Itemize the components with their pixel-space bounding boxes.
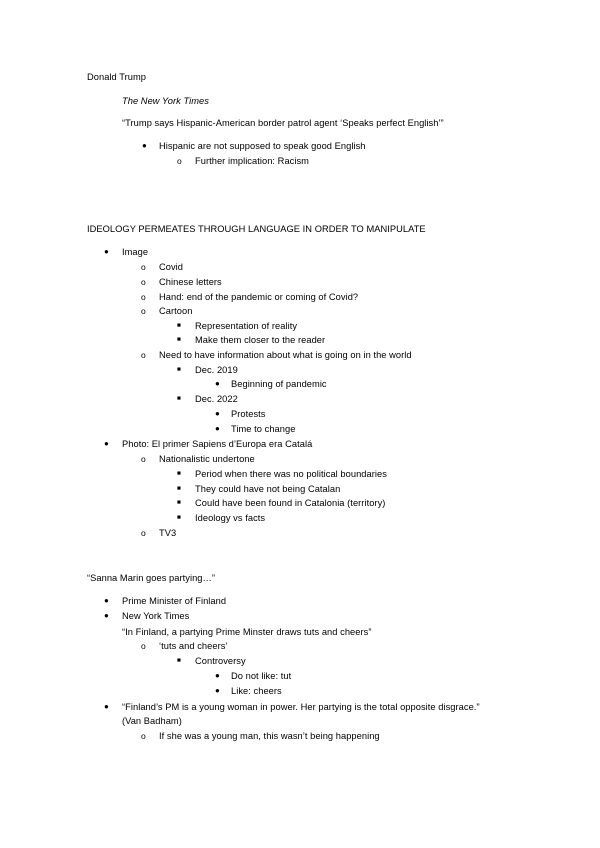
list-item: Chinese letters bbox=[159, 277, 222, 287]
circle-bullet-icon: o bbox=[141, 262, 146, 272]
list-item: Representation of reality bbox=[195, 321, 298, 331]
square-bullet-icon: ■ bbox=[177, 657, 181, 664]
square-bullet-icon: ■ bbox=[177, 514, 181, 521]
list-item: They could have not being Catalan bbox=[195, 484, 341, 494]
circle-bullet-icon: o bbox=[141, 277, 146, 287]
square-bullet-icon: ■ bbox=[177, 470, 181, 477]
headline-quote: “In Finland, a partying Prime Minster draws tuts and cheers” bbox=[122, 627, 372, 637]
bullet-icon: ● bbox=[104, 596, 109, 605]
list-item: New York Times bbox=[122, 611, 190, 621]
list-item: Prime Minister of Finland bbox=[122, 596, 227, 606]
bullet-icon: ● bbox=[104, 611, 109, 620]
list-item: Beginning of pandemic bbox=[231, 379, 327, 389]
list-item: Controversy bbox=[195, 656, 246, 666]
source-nyt: The New York Times bbox=[122, 96, 209, 106]
list-item: Could have been found in Catalonia (territory) bbox=[195, 498, 386, 508]
list-item: Hand: end of the pandemic or coming of Covid? bbox=[159, 292, 359, 302]
list-item: Further implication: Racism bbox=[195, 156, 309, 166]
list-item: “Finland’s PM is a young woman in power. Her partying is the total opposite disgrace.” bbox=[122, 702, 480, 712]
square-bullet-icon: ■ bbox=[177, 336, 181, 343]
circle-bullet-icon: o bbox=[141, 350, 146, 360]
list-item: Make them closer to the reader bbox=[195, 335, 326, 345]
circle-bullet-icon: o bbox=[141, 454, 146, 464]
section-title-sanna-marin: “Sanna Marin goes partying…” bbox=[87, 573, 216, 583]
list-item: Protests bbox=[231, 409, 266, 419]
list-item: Dec. 2019 bbox=[195, 365, 238, 375]
bullet-icon: ● bbox=[104, 439, 109, 448]
bullet-icon: ● bbox=[104, 247, 109, 256]
list-item: Dec. 2022 bbox=[195, 394, 238, 404]
list-item: Period when there was no political boundaries bbox=[195, 469, 387, 479]
list-item: Hispanic are not supposed to speak good English bbox=[159, 141, 366, 151]
circle-bullet-icon: o bbox=[141, 641, 146, 651]
section-heading-ideology: IDEOLOGY PERMEATES THROUGH LANGUAGE IN ORDER TO MANIPULATE bbox=[87, 224, 426, 234]
headline-quote: “Trump says Hispanic-American border patrol agent ‘Speaks perfect English’” bbox=[122, 118, 444, 128]
list-item: Like: cheers bbox=[231, 686, 282, 696]
list-item: Cartoon bbox=[159, 306, 193, 316]
list-item: Photo: El primer Sapiens d’Europa era Catalá bbox=[122, 439, 313, 449]
list-item: Do not like: tut bbox=[231, 671, 292, 681]
list-item: Need to have information about what is going on in the world bbox=[159, 350, 412, 360]
list-item: Time to change bbox=[231, 424, 296, 434]
circle-bullet-icon: o bbox=[177, 156, 182, 166]
bullet-icon: ● bbox=[215, 379, 220, 388]
circle-bullet-icon: o bbox=[141, 306, 146, 316]
square-bullet-icon: ■ bbox=[177, 366, 181, 373]
bullet-icon: ● bbox=[215, 671, 220, 680]
list-item: ‘tuts and cheers’ bbox=[159, 641, 228, 651]
square-bullet-icon: ■ bbox=[177, 485, 181, 492]
square-bullet-icon: ■ bbox=[177, 395, 181, 402]
section-title-trump: Donald Trump bbox=[87, 72, 146, 82]
bullet-icon: ● bbox=[142, 141, 147, 150]
bullet-icon: ● bbox=[215, 409, 220, 418]
bullet-icon: ● bbox=[215, 686, 220, 695]
bullet-icon: ● bbox=[104, 702, 109, 711]
bullet-icon: ● bbox=[215, 424, 220, 433]
circle-bullet-icon: o bbox=[141, 292, 146, 302]
list-item: TV3 bbox=[159, 528, 177, 538]
square-bullet-icon: ■ bbox=[177, 322, 181, 329]
list-item: Image bbox=[122, 247, 149, 257]
circle-bullet-icon: o bbox=[141, 731, 146, 741]
square-bullet-icon: ■ bbox=[177, 499, 181, 506]
quote-author: (Van Badham) bbox=[122, 716, 182, 726]
circle-bullet-icon: o bbox=[141, 528, 146, 538]
list-item: If she was a young man, this wasn’t being happening bbox=[159, 731, 380, 741]
list-item: Ideology vs facts bbox=[195, 513, 266, 523]
list-item: Nationalistic undertone bbox=[159, 454, 255, 464]
list-item: Covid bbox=[159, 262, 184, 272]
